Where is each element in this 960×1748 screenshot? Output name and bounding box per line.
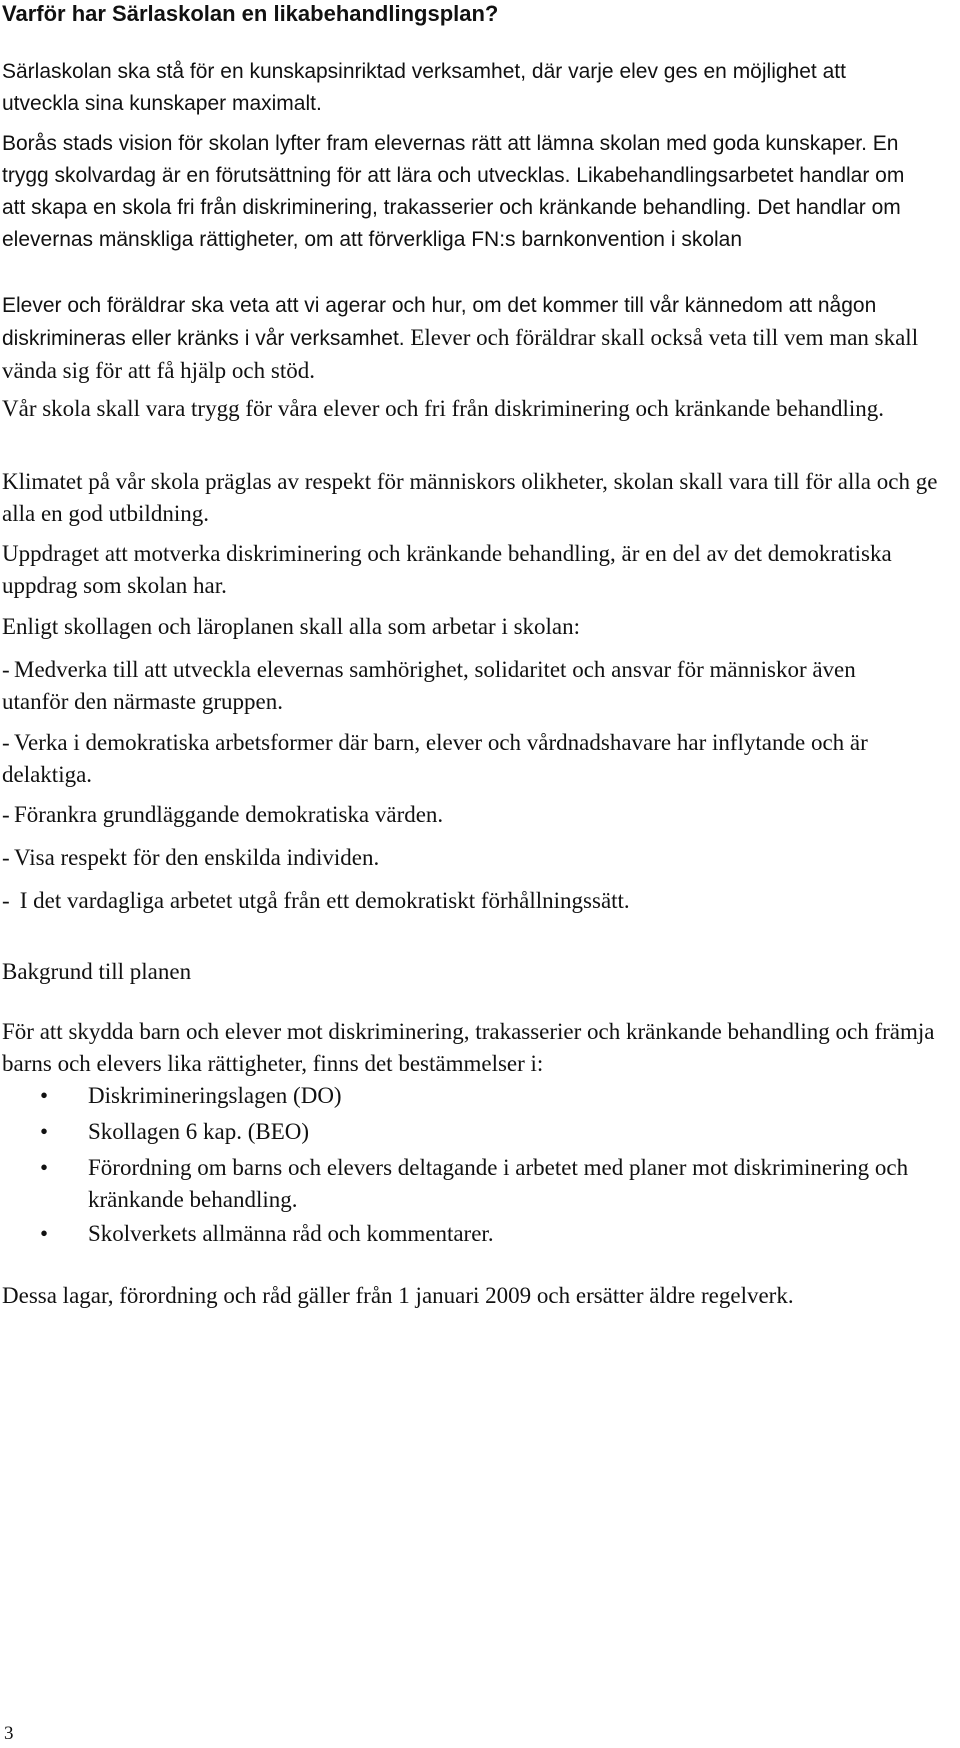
elever-paragraph-sans: Elever och föräldrar ska veta att vi agerar och hur, om det kommer till vår kännedom att någon diskrimineras eller kränks i vår verksamhet. — [2, 294, 877, 350]
dash-item-text: Medverka till att utveckla elevernas samhörighet, solidaritet och ansvar för människor även utanför den närmaste gruppen. — [2, 657, 856, 714]
dash-item-text: Förankra grundläggande demokratiska värden. — [14, 802, 444, 827]
intro-paragraph-1: Särlaskolan ska stå för en kunskapsinriktad verksamhet, där varje elev ges en möjlighet att utveckla sina kunskaper maximalt. — [2, 60, 846, 115]
dash-list-item — [2, 727, 902, 791]
dash-marker: - — [2, 802, 10, 827]
dash-item-text: Verka i demokratiska arbetsformer där barn, elever och vårdnadshavare har inflytande och är delaktiga. — [2, 730, 868, 787]
bullet-text: Diskrimineringslagen (DO) — [88, 1083, 342, 1108]
dash-marker: - — [2, 657, 10, 682]
intro-paragraph-2 — [2, 128, 922, 256]
trygg-paragraph: Vår skola skall vara trygg för våra elever och fri från diskriminering och kränkande behandling. — [2, 396, 884, 421]
enligt-paragraph: Enligt skollagen och läroplanen skall alla som arbetar i skolan: — [2, 614, 581, 639]
dash-list-item — [2, 799, 902, 831]
skydda-paragraph: För att skydda barn och elever mot diskriminering, trakasserier och kränkande behandling och främja barns och elevers lika rättigheter, finns det bestämmelser i: — [2, 1019, 935, 1076]
bullet-marker: • — [40, 1221, 49, 1246]
elever-paragraph — [2, 290, 922, 388]
intro-paragraph-2-main: Borås stads vision för skolan lyfter fram elevernas rätt att lämna skolan med goda kunskaper. En trygg skolvardag är en förutsättning för att lära och utvecklas. Likabehandlingsarbetet handlar om att skapa en skola fri från diskriminering, trakasserier och kränkande behandling. — [2, 132, 905, 219]
dash-list-item — [2, 654, 902, 718]
dash-marker: - — [2, 845, 10, 870]
bullet-marker: • — [40, 1155, 49, 1180]
uppdrag-paragraph: Uppdraget att motverka diskriminering och kränkande behandling, är en del av det demokratiska uppdrag som skolan har. — [2, 541, 892, 598]
bullet-text: Förordning om barns och elevers deltagande i arbetet med planer mot diskriminering och kränkande behandling. — [88, 1155, 909, 1212]
dash-list-item — [2, 842, 902, 874]
dash-item-text: I det vardagliga arbetet utgå från ett demokratiskt förhållningssätt. — [14, 888, 630, 913]
bullet-text: Skollagen 6 kap. (BEO) — [88, 1119, 310, 1144]
bakgrund-heading: Bakgrund till planen — [2, 959, 192, 984]
bullet-marker: • — [40, 1119, 49, 1144]
dash-marker: - — [2, 730, 10, 755]
dash-marker: - — [2, 888, 10, 913]
page-number: 3 — [4, 1723, 14, 1744]
intro-paragraph-2-tail: Det handlar om elevernas mänskliga rättigheter, om att förverkliga FN:s barnkonvention i skolan — [2, 196, 901, 251]
dessa-paragraph: Dessa lagar, förordning och råd gäller från 1 januari 2009 och ersätter äldre regelverk. — [2, 1283, 794, 1308]
elever-paragraph-serif: Elever och föräldrar skall också veta till vem man skall vända sig för att få hjälp och stöd. — [2, 325, 919, 383]
page-title: Varför har Särlaskolan en likabehandlingsplan? — [2, 1, 499, 26]
klimat-paragraph: Klimatet på vår skola präglas av respekt för människors olikheter, skolan skall vara till för alla och ge alla en god utbildning. — [2, 469, 938, 526]
bullet-marker: • — [40, 1083, 49, 1108]
dash-item-text: Visa respekt för den enskilda individen. — [14, 845, 380, 870]
bullet-text: Skolverkets allmänna råd och kommentarer. — [88, 1221, 494, 1246]
dash-list-item — [2, 885, 902, 917]
